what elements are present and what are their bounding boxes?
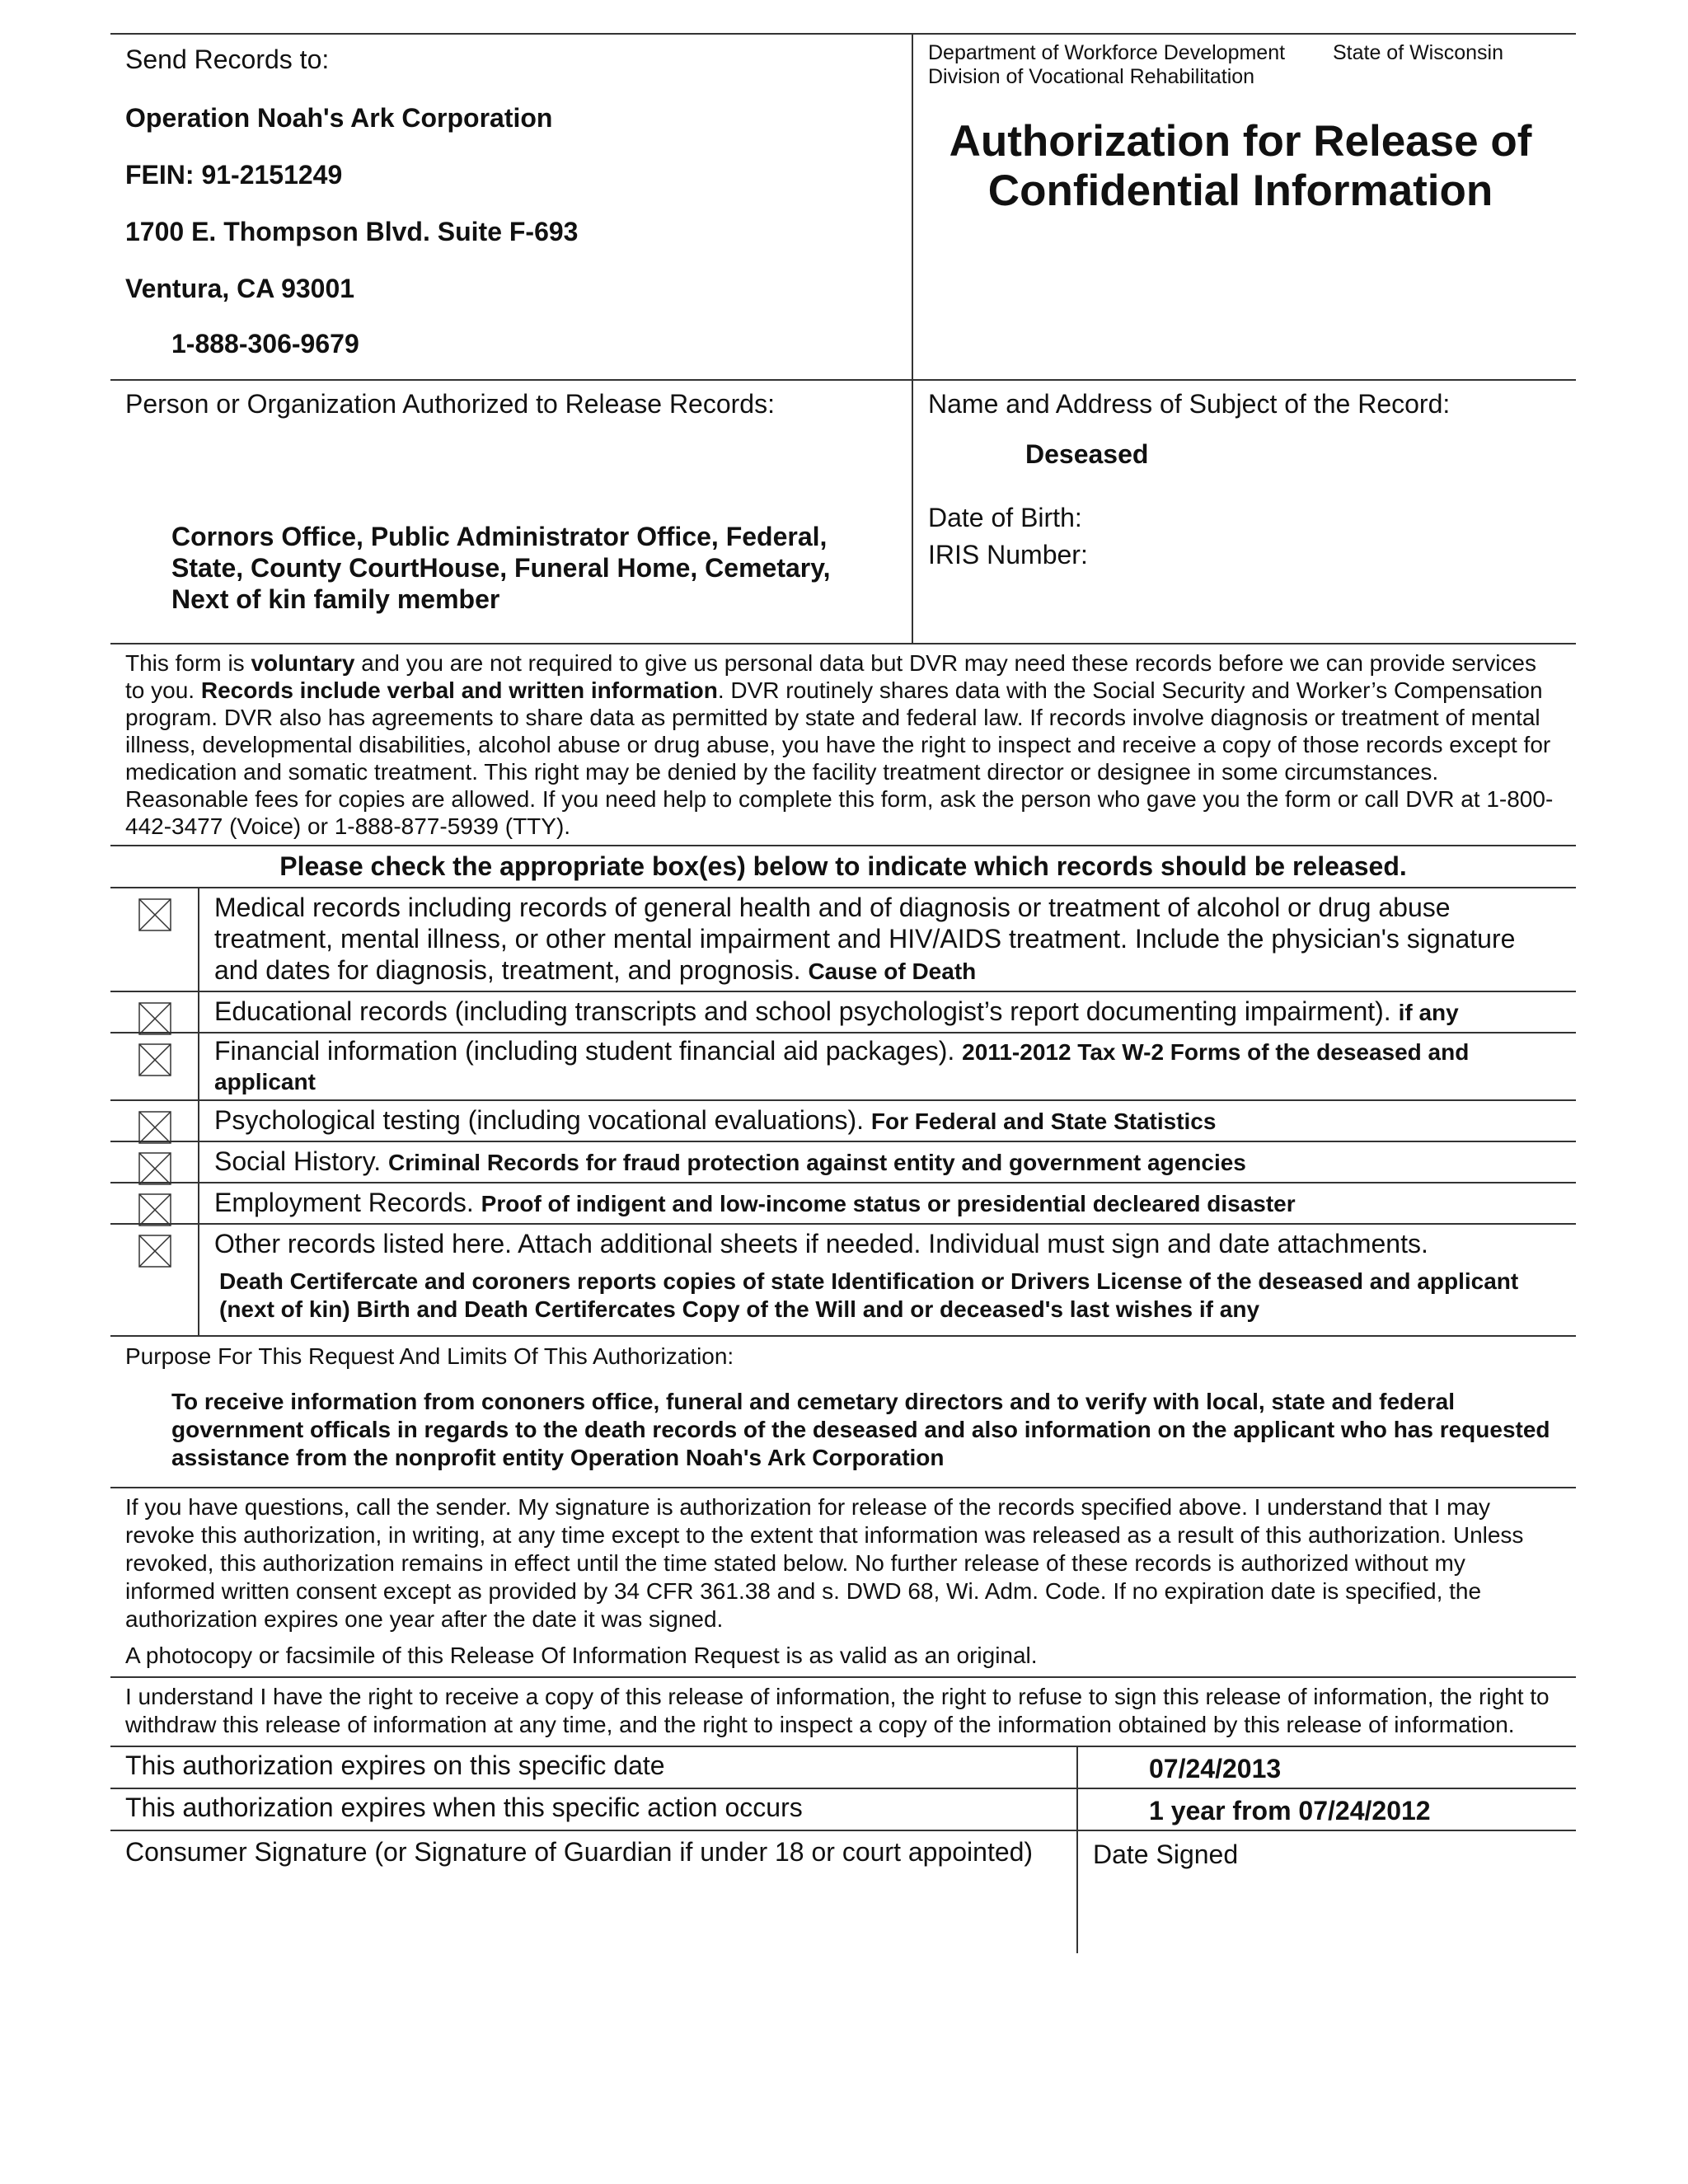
- expiry-action-row: [110, 1789, 1576, 1831]
- voluntary-notice: [110, 644, 1576, 846]
- date-signed-label: Date Signed: [1093, 1840, 1239, 1869]
- other-checkbox[interactable]: [110, 1225, 199, 1335]
- financial-label: Financial information (including student financial aid packages).: [214, 1036, 955, 1066]
- checked-box-icon: [138, 1235, 171, 1268]
- medical-checkbox[interactable]: [110, 888, 199, 991]
- voluntary-bold-2: Records include verbal and written information: [200, 677, 718, 703]
- employment-text: [199, 1183, 1576, 1223]
- subject-name[interactable]: Deseased: [1025, 439, 1149, 469]
- financial-addl[interactable]: 2011-2012 Tax W-2 Forms of the deseased and applicant: [214, 1039, 1470, 1094]
- authorization-form: [110, 33, 1576, 1953]
- date-signed-field[interactable]: [1078, 1831, 1576, 1953]
- expiry-date-label: This authorization expires on this specific date: [110, 1747, 1078, 1788]
- title-line-2: Confidential Information: [987, 166, 1493, 215]
- authorized-label: Person or Organization Authorized to Release Records:: [125, 389, 775, 419]
- checked-box-icon: [138, 1111, 171, 1144]
- authorized-block: [110, 381, 913, 643]
- purpose-text[interactable]: To receive information from cononers office, funeral and cemetary directors and to verify with local, state and federal government officals in regards to the death records of the deseased and also information on the applicant who has requested assistance from the nonprofit entity Operation Noah's Ark Corporation: [171, 1389, 1550, 1470]
- signature-field[interactable]: [110, 1831, 1078, 1953]
- record-row-financial: [110, 1033, 1576, 1101]
- title-block: [913, 35, 1576, 379]
- psych-label: Psychological testing (including vocational evaluations).: [214, 1105, 864, 1135]
- address: 1700 E. Thompson Blvd. Suite F-693: [125, 217, 579, 246]
- medical-label: Medical records including records of general health and of diagnosis or treatment of alcohol or drug abuse treatment, mental illness, or other mental impairment and HIV/AIDS treatment. Include the physician's signature and dates for diagnosis, treatment, and prognosis.: [214, 893, 1516, 985]
- record-row-educational: [110, 992, 1576, 1033]
- checked-box-icon: [138, 1193, 171, 1226]
- parties-section: [110, 381, 1576, 644]
- other-label: Other records listed here. Attach additional sheets if needed. Individual must sign and date attachments.: [214, 1229, 1428, 1258]
- send-records-block: [110, 35, 913, 379]
- psych-checkbox[interactable]: [110, 1101, 199, 1141]
- revocation-text: If you have questions, call the sender. My signature is authorization for release of the records specified above. I understand that I may revoke this authorization, in writing, at any time except to the extent that information was released as a result of this authorization. Unless revoked, this authorization remains in effect until the time stated below. No further release of these records is authorized without my informed written consent except as provided by 34 CFR 361.38 and s. DWD 68, Wi. Adm. Code. If no expiration date is specified, the authorization expires one year after the date it was signed.: [125, 1494, 1524, 1632]
- rights-section: I understand I have the right to receive a copy of this release of information, the right to refuse to sign this release of information, the right to withdraw this release of information at any time, and the right to inspect a copy of the information obtained by this release of information.: [110, 1678, 1576, 1747]
- educational-text: [199, 992, 1576, 1032]
- state: State of Wisconsin: [1332, 41, 1503, 64]
- record-row-employment: [110, 1183, 1576, 1225]
- header-section: [110, 35, 1576, 381]
- subject-label: Name and Address of Subject of the Record:: [928, 389, 1451, 419]
- medical-addl[interactable]: Cause of Death: [808, 958, 977, 984]
- employment-label: Employment Records.: [214, 1188, 474, 1217]
- financial-text: [199, 1033, 1576, 1099]
- psych-text: [199, 1101, 1576, 1141]
- title-line-1: Authorization for Release of: [949, 117, 1532, 166]
- employment-checkbox[interactable]: [110, 1183, 199, 1223]
- educational-checkbox[interactable]: [110, 992, 199, 1032]
- social-checkbox[interactable]: [110, 1142, 199, 1182]
- record-row-social: [110, 1142, 1576, 1183]
- division: Division of Vocational Rehabilitation: [928, 65, 1255, 88]
- department-row: [928, 41, 1561, 65]
- checked-box-icon: [138, 1002, 171, 1035]
- send-records-label: Send Records to:: [125, 45, 330, 74]
- authorized-value[interactable]: Cornors Office, Public Administrator Office, Federal, State, County CourtHouse, Funeral Home, Cemetary, Next of kin family member: [171, 522, 831, 614]
- voluntary-bold-1: voluntary: [251, 650, 355, 676]
- revocation-section: [110, 1488, 1576, 1678]
- subject-block: [913, 381, 1576, 643]
- educational-addl[interactable]: if any: [1398, 1000, 1459, 1025]
- record-row-medical: [110, 888, 1576, 992]
- purpose-section: [110, 1337, 1576, 1488]
- purpose-label: Purpose For This Request And Limits Of This Authorization:: [125, 1343, 734, 1369]
- checked-box-icon: [138, 1043, 171, 1076]
- financial-checkbox[interactable]: [110, 1033, 199, 1099]
- city: Ventura, CA 93001: [125, 274, 355, 303]
- other-text: [199, 1225, 1576, 1335]
- document-title: [928, 117, 1561, 216]
- checked-box-icon: [138, 898, 171, 931]
- medical-text: [199, 888, 1576, 991]
- social-addl[interactable]: Criminal Records for fraud protection against entity and government agencies: [388, 1150, 1246, 1175]
- photocopy-note: A photocopy or facsimile of this Release Of Information Request is as valid as an original.: [125, 1643, 1038, 1668]
- signature-row: [110, 1831, 1576, 1953]
- date-of-birth-label: Date of Birth:: [928, 503, 1082, 532]
- iris-number-label: IRIS Number:: [928, 540, 1088, 569]
- record-row-psych: [110, 1101, 1576, 1142]
- psych-addl[interactable]: For Federal and State Statistics: [870, 1108, 1217, 1134]
- org-name: Operation Noah's Ark Corporation: [125, 103, 553, 133]
- social-label: Social History.: [214, 1146, 382, 1176]
- phone: 1-888-306-9679: [171, 329, 359, 359]
- educational-label: Educational records (including transcripts and school psychologist’s report documenting impairment).: [214, 996, 1391, 1026]
- expiry-date-row: [110, 1747, 1576, 1789]
- checked-box-icon: [138, 1152, 171, 1185]
- voluntary-text-1: This form is: [125, 650, 251, 676]
- social-text: [199, 1142, 1576, 1182]
- expiry-action-value[interactable]: 1 year from 07/24/2012: [1149, 1796, 1431, 1825]
- voluntary-text-3: . DVR routinely shares data with the Social Security and Worker’s Compensation program. DVR also has agreements to share data as permitted by state and federal law. If records involve diagnosis or treatment of mental illness, developmental disabilities, alcohol abuse or drug abuse, you have the right to inspect and receive a copy of those records except for medication and somatic treatment. This right may be denied by the facility treatment director or designee in some circumstances. Reasonable fees for copies are allowed. If you need help to complete this form, ask the person who gave you the form or call DVR at 1-800-442-3477 (Voice) or 1-888-877-5939 (TTY).: [125, 677, 1554, 839]
- check-instruction: Please check the appropriate box(es) below to indicate which records should be released.: [110, 846, 1576, 888]
- other-addl[interactable]: Death Certifercate and coroners reports copies of state Identification or Drivers License of the deseased and applicant (next of kin) Birth and Death Certifercates Copy of the Will and or deceased's last wishes if any: [219, 1268, 1519, 1322]
- voluntary-text-2: and you are not required to give us personal data but DVR may need these records before we can provide services to you.: [125, 650, 1536, 703]
- fein: FEIN: 91-2151249: [125, 160, 343, 190]
- signature-label: Consumer Signature (or Signature of Guardian if under 18 or court appointed): [125, 1837, 1034, 1867]
- expiry-action-label: This authorization expires when this specific action occurs: [110, 1789, 1078, 1830]
- department: Department of Workforce Development: [928, 41, 1286, 64]
- expiry-date-value[interactable]: 07/24/2013: [1149, 1754, 1282, 1783]
- record-row-other: [110, 1225, 1576, 1337]
- employment-addl[interactable]: Proof of indigent and low-income status or presidential decleared disaster: [481, 1191, 1296, 1216]
